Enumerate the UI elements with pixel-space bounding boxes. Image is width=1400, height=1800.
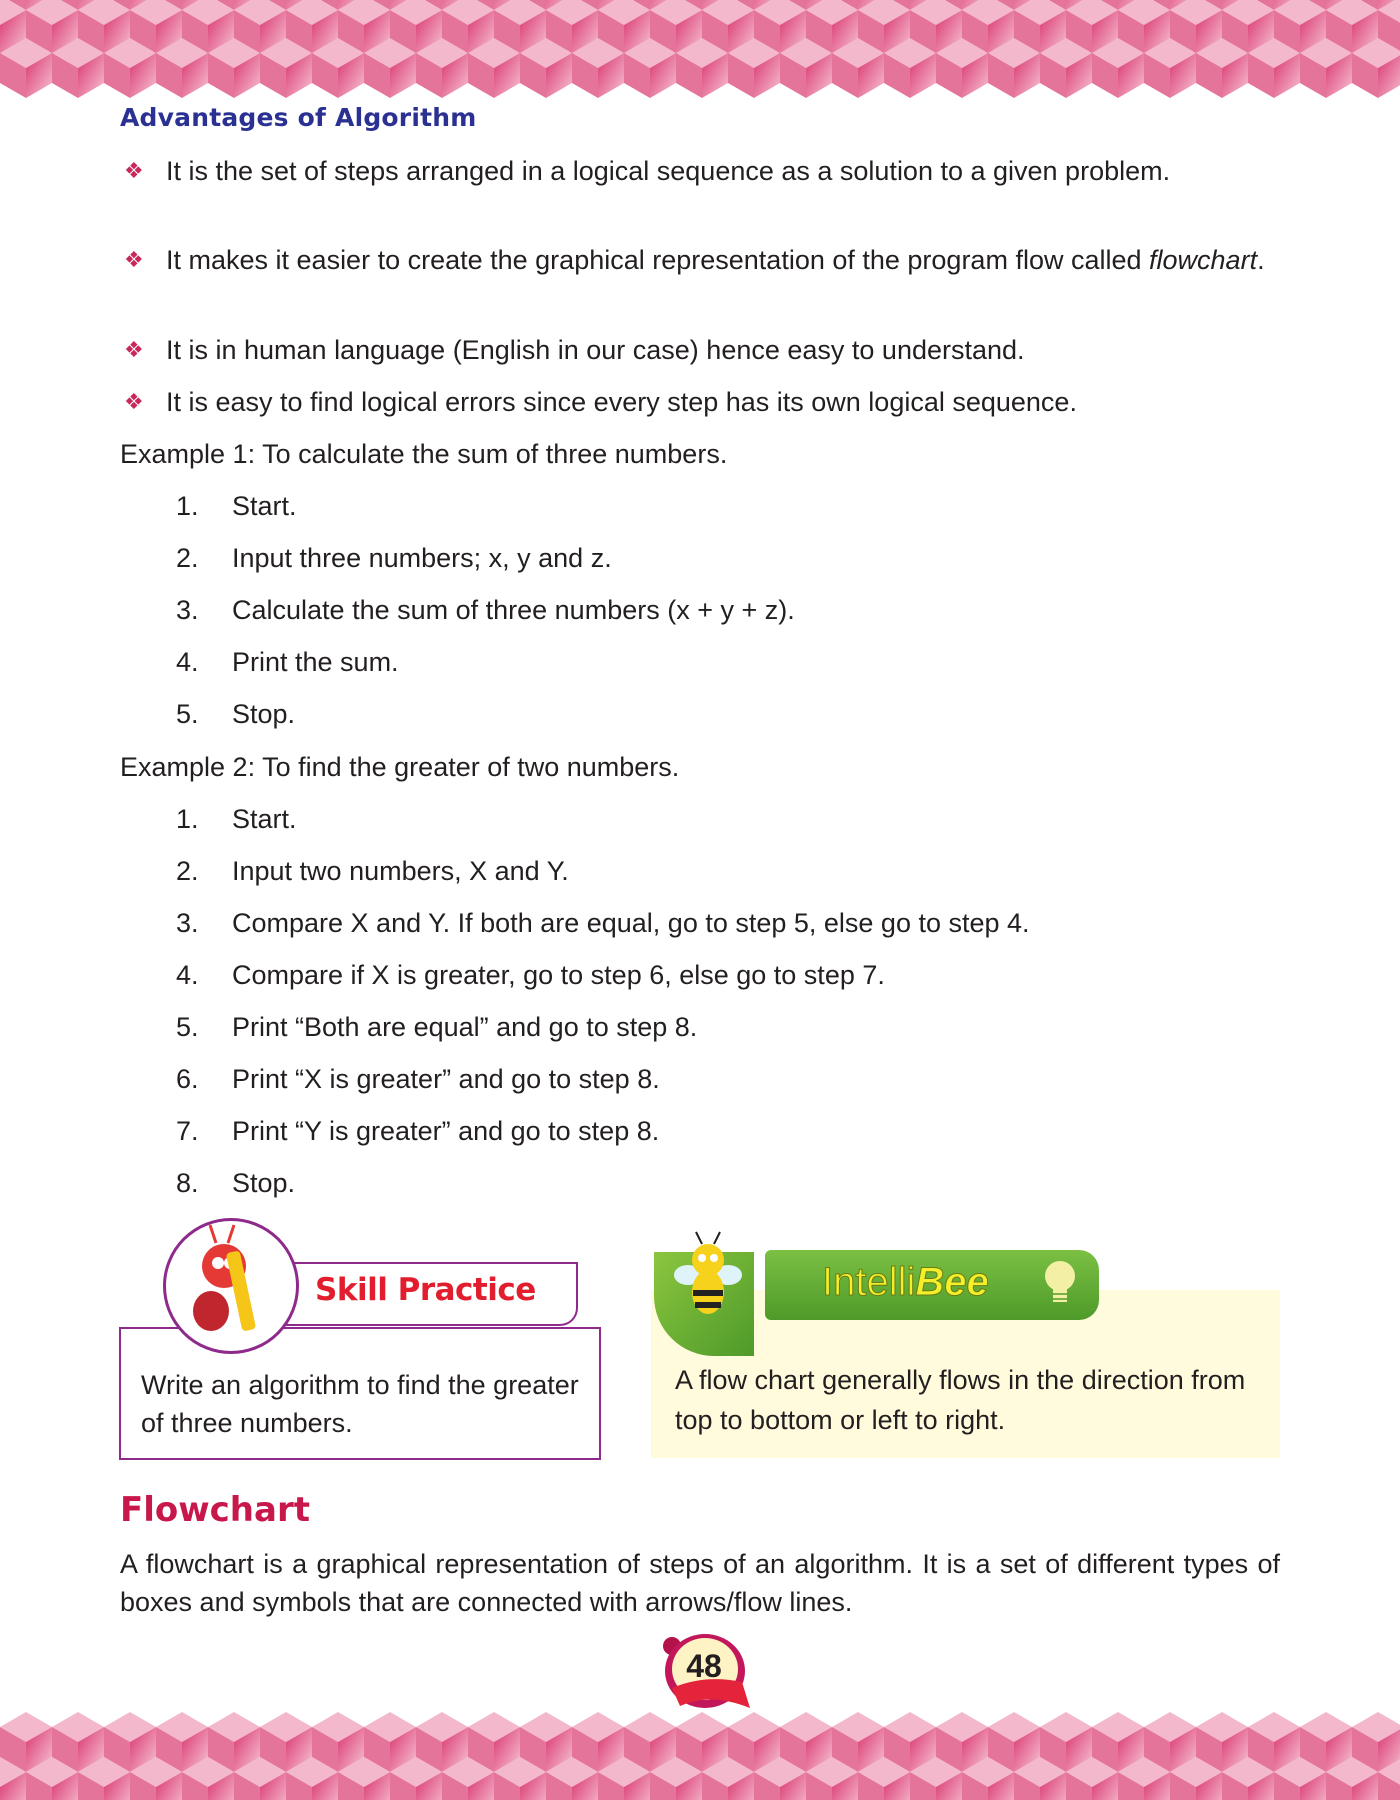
step-item [176,1008,697,1046]
page-number: 48 [686,1648,722,1684]
step-item [176,1112,659,1150]
intellibee-label [822,1260,989,1305]
step-number: 5. [176,1012,199,1042]
step-item [176,800,297,838]
step-item [176,539,612,577]
bee-mascot-icon [668,1230,748,1335]
step-number: 1. [176,804,199,834]
step-item [176,1060,660,1098]
step-number: 2. [176,856,199,886]
step-number: 5. [176,699,199,729]
step-item [176,695,295,733]
step-number: 7. [176,1116,199,1146]
skill-practice-label: Skill Practice [315,1272,536,1308]
bullet-text: It makes it easier to create the graphical representation of the program flow called [166,245,1142,275]
intellibee-label-a: Intelli [822,1260,916,1304]
step-number: 6. [176,1064,199,1094]
step-number: 3. [176,595,199,625]
step-text: Print the sum. [232,647,399,677]
bullet-item: ❖ It is the set of steps arranged in a logical sequence as a solution to a given problem. [124,152,1281,190]
step-text: Print “Both are equal” and go to step 8. [232,1012,698,1042]
step-item [176,904,1030,942]
step-text: Compare X and Y. If both are equal, go to step 5, else go to step 4. [232,908,1030,938]
step-text: Stop. [232,1168,296,1198]
diamond-bullet-icon: ❖ [124,337,144,362]
bullet-item: ❖ It is easy to find logical errors since every step has its own logical sequence. [124,383,1281,421]
step-text: Compare if X is greater, go to step 6, else go to step 7. [232,960,885,990]
header-hexagon-border [0,0,1400,110]
step-text: Calculate the sum of three numbers (x + y + z). [232,595,795,625]
step-text: Start. [232,491,297,521]
bullet-end: . [1257,245,1265,275]
diamond-bullet-icon: ❖ [124,247,144,272]
step-number: 3. [176,908,199,938]
step-text: Start. [232,804,297,834]
ant-mascot-icon [163,1218,299,1354]
intellibee-label-b: Bee [915,1260,989,1304]
skill-practice-text: Write an algorithm to find the greater of three numbers. [141,1370,579,1438]
step-text: Print “X is greater” and go to step 8. [232,1064,660,1094]
step-item [176,1164,295,1202]
section-heading: Advantages of Algorithm [120,103,477,132]
lightbulb-icon [1040,1256,1080,1317]
diamond-bullet-icon: ❖ [124,389,144,414]
step-text: Print “Y is greater” and go to step 8. [232,1116,660,1146]
intellibee-text: A flow chart generally flows in the direction from top to bottom or left to right. [675,1365,1246,1435]
example-2-title: Example 2: To find the greater of two numbers. [120,752,680,782]
flowchart-paragraph: A flowchart is a graphical representation of steps of an algorithm. It is a set of different types of boxes and symbols that are connected with arrows/flow lines. [120,1549,1280,1617]
step-item [176,956,885,994]
bullet-item [124,241,1281,279]
step-number: 1. [176,491,199,521]
step-item [176,591,795,629]
step-number: 4. [176,960,199,990]
step-item [176,852,569,890]
step-item [176,643,399,681]
bullet-item: ❖ It is in human language (English in our case) hence easy to understand. [124,331,1281,369]
example-1-title: Example 1: To calculate the sum of three numbers. [120,439,728,469]
step-text: Input two numbers, X and Y. [232,856,569,886]
step-text: Input three numbers; x, y and z. [232,543,612,573]
step-number: 4. [176,647,199,677]
flowchart-heading: Flowchart [120,1490,310,1530]
step-text: Stop. [232,699,296,729]
step-item [176,487,297,525]
diamond-bullet-icon: ❖ [124,158,144,183]
step-number: 8. [176,1168,199,1198]
step-number: 2. [176,543,199,573]
flowchart-term: flowchart [1149,245,1258,275]
